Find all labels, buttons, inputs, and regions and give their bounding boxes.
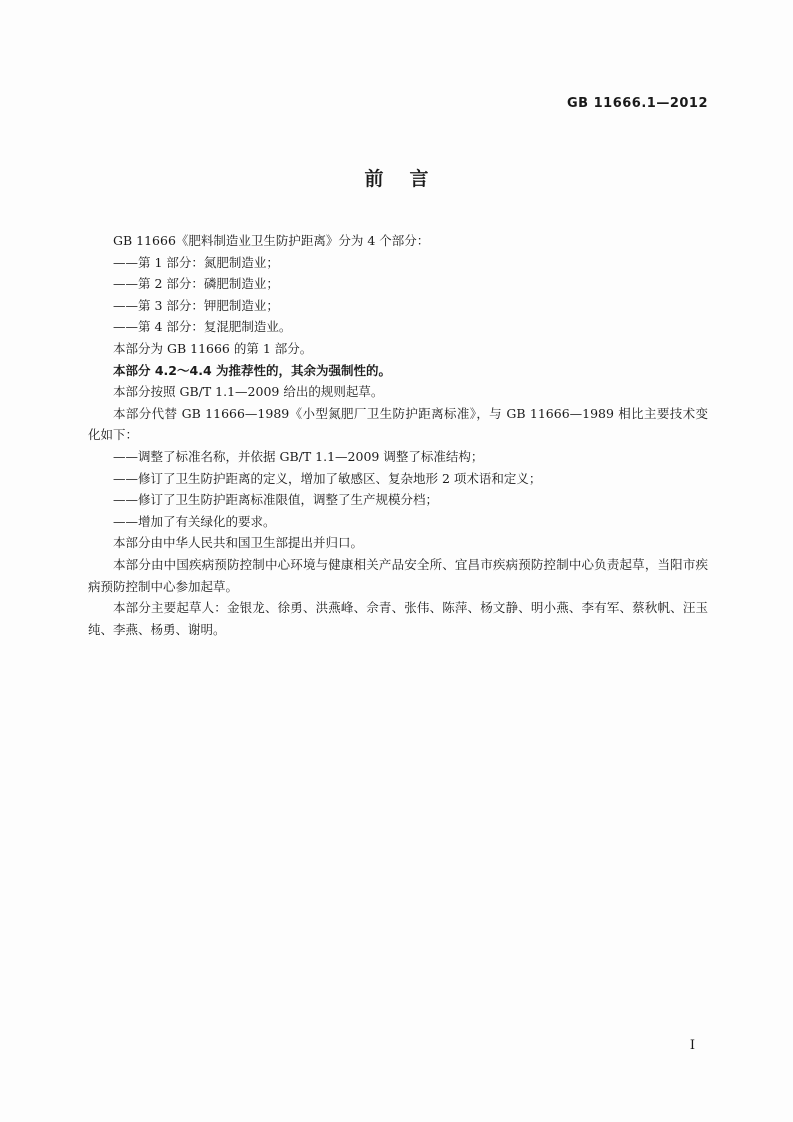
list-item-part-1: ——第 1 部分：氮肥制造业； (113, 254, 279, 270)
paragraph-drafting-rules: 本部分按照 GB/T 1.1—2009 给出的规则起草。 (113, 384, 384, 400)
list-item-change-1: ——调整了标准名称，并依据 GB/T 1.1—2009 调整了标准结构； (113, 448, 484, 464)
list-item-change-2: ——修订了卫生防护距离的定义，增加了敏感区、复杂地形 2 项术语和定义； (113, 470, 542, 486)
paragraph-drafters: 本部分主要起草人：金银龙、徐勇、洪燕峰、佘青、张伟、陈萍、杨文静、明小燕、李有军、蔡秋帆、汪玉纯、李燕、杨勇、谢明。 (88, 600, 708, 637)
page-number: I (689, 1038, 695, 1053)
list-item-change-3: ——修订了卫生防护距离标准限值，调整了生产规模分档； (113, 492, 439, 508)
list-item-part-3: ——第 3 部分：钾肥制造业； (113, 297, 279, 313)
paragraph-replaces: 本部分代替 GB 11666—1989《小型氮肥厂卫生防护距离标准》，与 GB 11666—1989 相比主要技术变化如下： (88, 405, 708, 443)
standard-number: GB 11666.1—2012 (567, 96, 708, 111)
paragraph-mandatory-note: 本部分 4.2～4.4 为推荐性的，其余为强制性的。 (113, 362, 391, 378)
paragraph-this-part: 本部分为 GB 11666 的第 1 部分。 (113, 340, 313, 356)
paragraph-proposed-by: 本部分由中华人民共和国卫生部提出并归口。 (113, 535, 364, 551)
paragraph-drafted-by: 本部分由中国疾病预防控制中心环境与健康相关产品安全所、宜昌市疾病预防控制中心负责起草，当阳市疾病预防控制中心参加起草。 (88, 556, 708, 594)
list-item-part-2: ——第 2 部分：磷肥制造业； (113, 276, 279, 292)
page-title: 前言 (364, 168, 455, 190)
list-item-part-4: ——第 4 部分：复混肥制造业。 (113, 319, 292, 335)
foreword-body (88, 230, 708, 640)
list-item-change-4: ——增加了有关绿化的要求。 (113, 513, 276, 529)
paragraph-intro: GB 11666《肥料制造业卫生防护距离》分为 4 个部分： (113, 233, 430, 248)
